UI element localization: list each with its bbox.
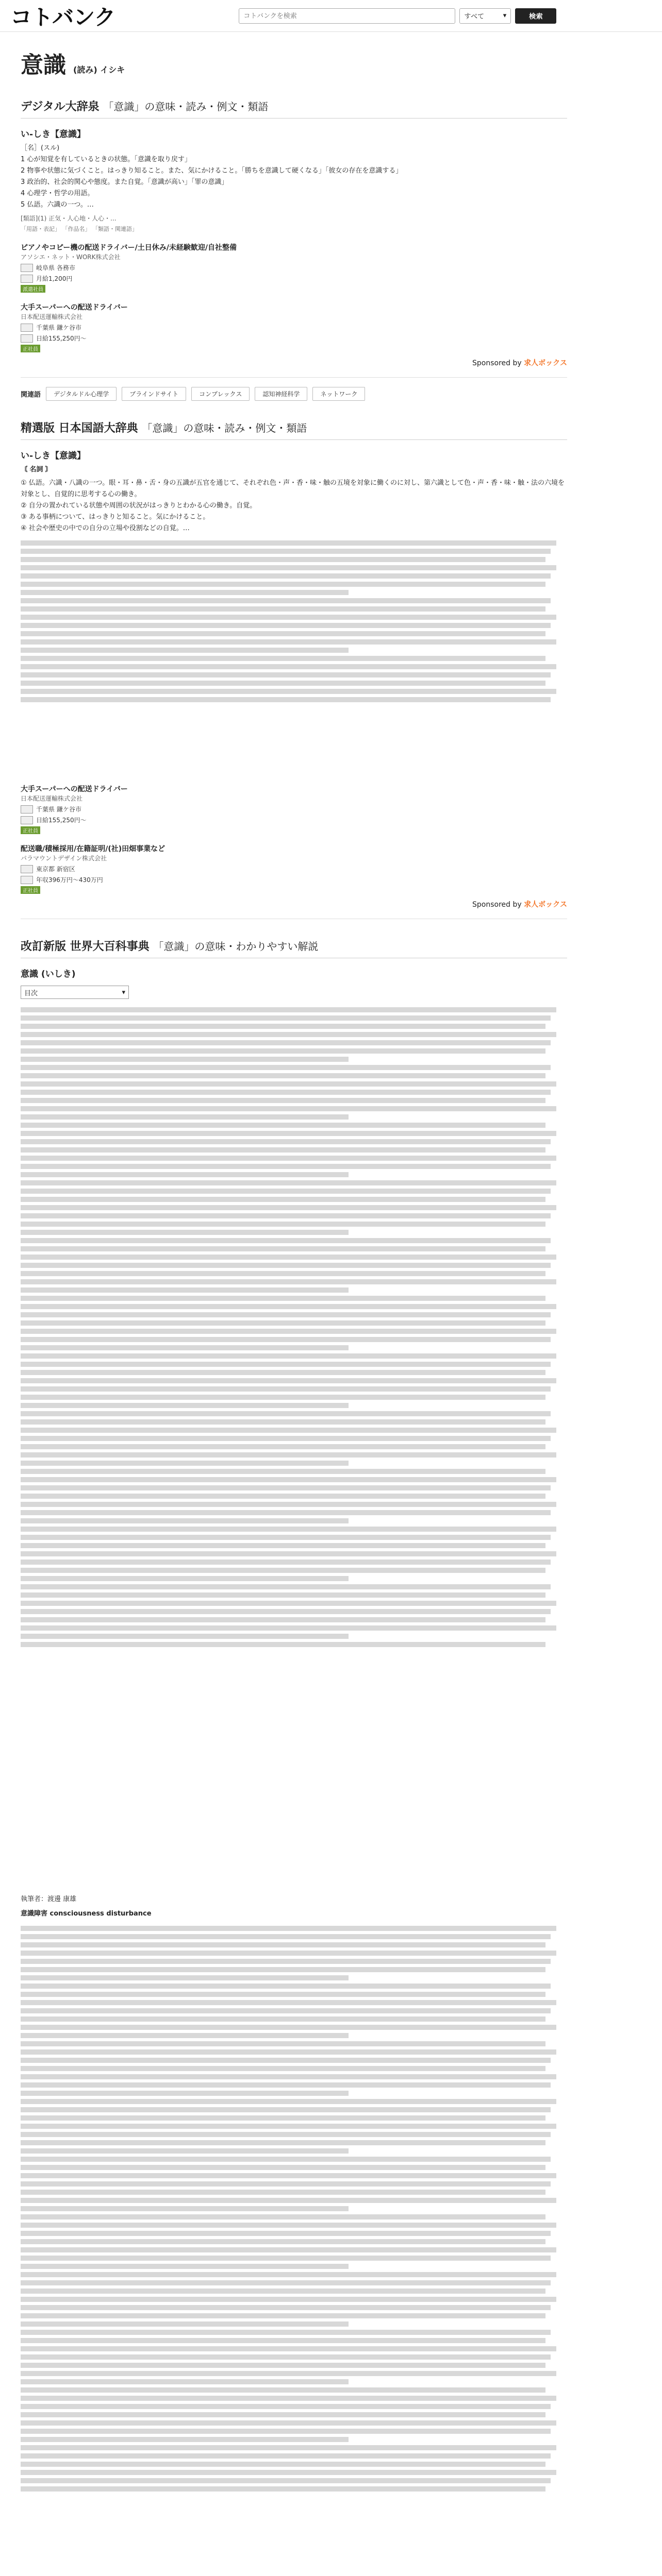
job-ad[interactable]: ピアノやコピー機の配送ドライバー/土日休み/未経験歓迎/自社整備 アソシエ・ネット・WORK株式会社 岐阜県 各務市 月給1,200円 派遣社員 xyxy=(21,244,237,293)
dict1-heading: デジタル大辞泉 「意識」の意味・読み・例文・類語 xyxy=(21,98,567,118)
dict1-synonyms[interactable]: [類語](1) 正気・人心地・人心・... xyxy=(21,215,117,222)
chevron-down-icon: ▾ xyxy=(503,12,507,20)
sponsored-by: Sponsored by 求人ボックス xyxy=(472,901,567,909)
dict2-def-title: い‐しき【意識】 xyxy=(21,451,86,461)
dict3-def-title: 意識 (いしき) xyxy=(21,969,76,979)
yen-icon xyxy=(21,876,33,884)
search-bar xyxy=(239,8,556,24)
toc-select[interactable]: 目次 ▾ xyxy=(21,986,129,999)
main-content xyxy=(21,46,567,2576)
job-ad[interactable]: 大手スーパーへの配送ドライバー 日本配送運輸株式会社 千葉県 鎌ケ谷市 日給155,250円〜 正社員 xyxy=(21,303,128,352)
dict2-body: ① 仏語。六識・八識の一つ。眼・耳・鼻・舌・身の五識が五官を通じて、それぞれ色・声・香・味・触の五境を対象に働くのに対し、第六識として色・声・香・味・触・法の六境を対象とし、自覚的に思考する心の働き。 ② 自分の置かれている状態や周囲の状況がはっきりとわかる心の働き。自覚。 ③ ある事柄について、はっきりと知ること。気にかけること。 ④ 社会や歴史の中での自分の立場や役割などの自覚。… xyxy=(21,479,565,532)
dict1-body: ［名］(スル) 1 心が知覚を有しているときの状態。「意識を取り戻す」 2 物事や状態に気づくこと。はっきり知ること。また、気にかけること。「勝ちを意識して硬くなる」「彼女の存在を意識する」 3 政治的、社会的関心や態度。また自覚。「意識が高い」「罪の意識」 4 心理学・哲学の用語。 5 仏語。六識の一つ。… xyxy=(21,144,403,209)
map-icon xyxy=(21,865,33,873)
related-tag[interactable]: デジタルドル心理学 xyxy=(46,387,117,401)
related-tag[interactable]: 認知神経科学 xyxy=(255,387,307,401)
dict2-pos: 〘 名詞 〙 xyxy=(21,466,53,473)
related-tag[interactable]: ブラインドサイト xyxy=(122,387,186,401)
map-icon xyxy=(21,324,33,332)
yen-icon xyxy=(21,334,33,343)
job-ads-1 xyxy=(21,242,567,352)
sponsored-by: Sponsored by 求人ボックス xyxy=(472,359,567,367)
dict1-links[interactable]: 「用語・表記」 「作品名」 「類語・関連語」 xyxy=(21,226,138,232)
yen-icon xyxy=(21,275,33,283)
related-tag[interactable]: コンプレックス xyxy=(191,387,250,401)
chevron-down-icon: ▾ xyxy=(122,988,125,996)
site-header xyxy=(0,0,662,32)
search-button[interactable]: 検索 xyxy=(515,8,556,24)
search-input[interactable] xyxy=(239,8,455,24)
page-title: 意識 (読み) イシキ xyxy=(21,52,125,78)
site-logo[interactable]: コトバンク xyxy=(10,4,115,30)
dict2-text-filler xyxy=(21,537,567,774)
job-ad[interactable]: 配送職/積極採用/在籍証明/(社)田畑事業など パラマウントデザイン株式会社 東京都 新宿区 年収396万円〜430万円 正社員 xyxy=(21,845,166,894)
map-icon xyxy=(21,805,33,814)
dict1-def-title: い‐しき【意識】 xyxy=(21,129,86,140)
dict3-body-text xyxy=(21,1004,567,1890)
author: 執筆者：渡邊 康雄 xyxy=(21,1895,77,1903)
map-icon xyxy=(21,264,33,272)
dict2-heading: 精選版 日本国語大辞典 「意識」の意味・読み・例文・類語 xyxy=(21,419,567,440)
job-ads-2 xyxy=(21,784,567,894)
job-ad[interactable]: 大手スーパーへの配送ドライバー 日本配送運輸株式会社 千葉県 鎌ケ谷市 日給155,250円〜 正社員 xyxy=(21,785,128,834)
dict3-subheading: 意識障害 consciousness disturbance xyxy=(21,1910,152,1918)
dict3-sub-text xyxy=(21,1923,567,2576)
dict3-heading: 改訂新版 世界大百科事典 「意識」の意味・わかりやすい解説 xyxy=(21,938,567,958)
scope-select[interactable]: すべて ▾ xyxy=(459,8,511,24)
yen-icon xyxy=(21,816,33,824)
related-tags: 関連語 デジタルドル心理学 ブラインドサイト コンプレックス 認知神経科学 ネットワーク xyxy=(21,387,567,401)
related-tag[interactable]: ネットワーク xyxy=(312,387,365,401)
